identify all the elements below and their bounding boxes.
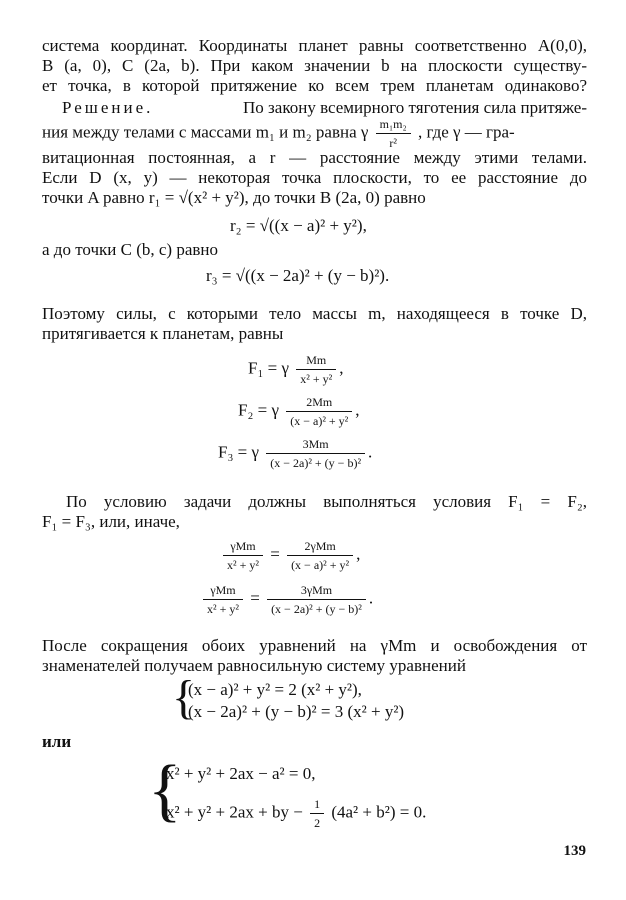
text-line-5b: , где γ — гра-	[417, 122, 515, 142]
text-line-2: B (a, 0), C (2a, b). При каком значении b на плоскости существу-	[42, 56, 587, 75]
condition-2-tail: .	[368, 588, 374, 608]
text-line-12: По условию задачи должны выполняться условия F₁ = F₂,	[66, 492, 587, 511]
fraction-denominator: (x − a)² + y²	[290, 414, 349, 428]
text-line-4: По закону всемирного тяготения сила притяже-	[243, 98, 587, 117]
fraction-m1m2-r2	[376, 116, 411, 151]
equation-F2-tail: ,	[355, 400, 360, 420]
solution-heading: Решение.	[62, 98, 154, 117]
equation-F2	[238, 394, 360, 429]
system-2-eq-b-post: (4a² + b²) = 0.	[331, 802, 427, 822]
equation-F3-lhs: F₃ = γ	[218, 442, 259, 462]
text-line-3: ет точка, в которой притяжение ко всем трем планетам одинаково?	[42, 76, 587, 95]
equals-sign: =	[250, 588, 260, 608]
fraction-c1-left	[223, 538, 263, 573]
equation-F1	[248, 352, 343, 387]
text-line-15: знаменателей получаем равносильную систему уравнений	[42, 656, 466, 675]
page-number: 139	[563, 843, 586, 859]
text-line-10: Поэтому силы, с которыми тело массы m, находящееся в точке D,	[42, 304, 587, 323]
system-brace-2: {	[148, 752, 182, 829]
fraction-c1-right	[287, 538, 353, 573]
system-2-eq-b	[166, 796, 426, 831]
text-line-5a: ния между телами с массами m₁ и m₂ равна γ	[42, 122, 369, 142]
equals-sign: =	[270, 544, 280, 564]
equation-F2-lhs: F₂ = γ	[238, 400, 279, 420]
equation-F1-lhs: F₁ = γ	[248, 358, 289, 378]
fraction-numerator: 2Mm	[286, 394, 352, 412]
fraction-denominator: r²	[389, 136, 397, 150]
fraction-F2	[286, 394, 352, 429]
fraction-F1	[296, 352, 336, 387]
system-2-eq-a: x² + y² + 2ax − a² = 0,	[166, 764, 316, 783]
system-2-eq-b-pre: x² + y² + 2ax + by −	[166, 802, 303, 822]
condition-1	[220, 538, 360, 573]
fraction-numerator: 3Mm	[266, 436, 365, 454]
text-line-11: притягивается к планетам, равны	[42, 324, 284, 343]
fraction-numerator: γMm	[203, 582, 243, 600]
solution-line	[62, 98, 587, 118]
equation-F3-tail: .	[368, 442, 373, 462]
fraction-denominator: x² + y²	[207, 602, 239, 616]
fraction-denominator: x² + y²	[300, 372, 333, 386]
fraction-F3	[266, 436, 365, 471]
fraction-c2-left	[203, 582, 243, 617]
text-line-13: F₁ = F₃, или, иначе,	[42, 512, 180, 531]
text-line-1: система координат. Координаты планет равны соответственно A(0,0),	[42, 36, 587, 55]
fraction-denominator: 2	[314, 816, 321, 830]
fraction-numerator: 2γMm	[287, 538, 353, 556]
fraction-one-half	[310, 796, 324, 831]
system-1-eq-a: (x − a)² + y² = 2 (x² + y²),	[188, 680, 362, 699]
equation-r2: r₂ = √((x − a)² + y²),	[230, 216, 367, 235]
fraction-denominator: (x − 2a)² + (y − b)²	[271, 602, 362, 616]
condition-2	[200, 582, 373, 617]
fraction-numerator: Mm	[296, 352, 336, 370]
word-ili: или	[42, 732, 72, 751]
text-line-14: После сокращения обоих уравнений на γMm и освобождения от	[42, 636, 587, 655]
fraction-denominator: x² + y²	[227, 558, 259, 572]
condition-1-tail: ,	[356, 544, 361, 564]
text-line-8: точки A равно r₁ = √(x² + y²), до точки B (2a, 0) равно	[42, 188, 426, 207]
fraction-numerator: 1	[310, 796, 324, 814]
text-line-9: а до точки C (b, c) равно	[42, 240, 218, 259]
system-brace-1: {	[172, 671, 196, 724]
fraction-numerator: m₁m₂	[376, 116, 411, 134]
fraction-denominator: (x − a)² + y²	[291, 558, 350, 572]
text-line-7: Если D (x, y) — некоторая точка плоскости, то ее расстояние до	[42, 168, 587, 187]
equation-F3	[218, 436, 372, 471]
fraction-denominator: (x − 2a)² + (y − b)²	[270, 456, 362, 470]
text-line-6: витационная постоянная, а r — расстояние между этими телами.	[42, 148, 587, 167]
fraction-numerator: γMm	[223, 538, 263, 556]
equation-F1-tail: ,	[339, 358, 344, 378]
fraction-numerator: 3γMm	[267, 582, 366, 600]
text-line-5	[42, 116, 587, 151]
equation-r3: r₃ = √((x − 2a)² + (y − b)²).	[206, 266, 390, 285]
system-1-eq-b: (x − 2a)² + (y − b)² = 3 (x² + y²)	[188, 702, 405, 721]
fraction-c2-right	[267, 582, 366, 617]
